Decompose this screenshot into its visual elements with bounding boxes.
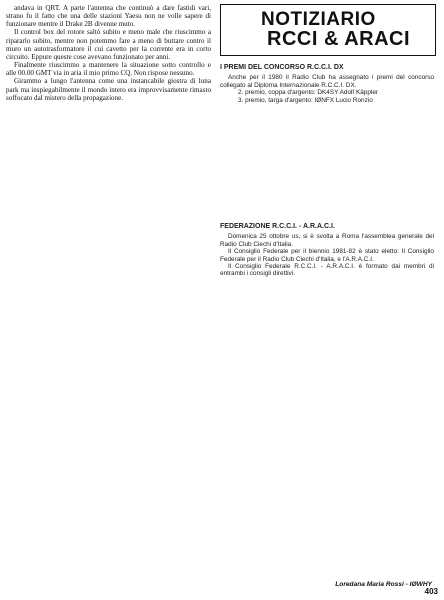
news-header-box (220, 4, 436, 56)
award-item: 3. premio, targa d'argento: IØNFX Lucio Ronzio (238, 96, 373, 104)
section-paragraph: Il Consiglio Federale R.C.C.I. - A.R.A.C.I. è formato dai membri di entrambi i consigli direttivi. (220, 263, 434, 278)
section-paragraph: Domenica 25 ottobre us, si è svolta a Roma l'assemblea generale del Radio Club Ciechi d'Italia. (220, 233, 434, 248)
page-number: 403 (424, 587, 438, 596)
article-paragraph: Girammo a lungo l'antenna come una instancabile giostra di luna park ma inspiegabilmente il mondo intero era improvvisamente rimasto soffocato dal mistero della propagazione. (6, 77, 211, 102)
news-section-awards (220, 64, 434, 218)
section-heading: FEDERAZIONE R.C.C.I. - A.R.A.C.I. (220, 223, 335, 230)
news-title-line1: NOTIZIARIO (261, 9, 376, 30)
news-title-line2: RCCI & ARACI (267, 28, 411, 50)
author-signature: Loredana Maria Rossi - IØWHY (335, 581, 432, 588)
article-left-column (6, 4, 211, 574)
article-paragraph: Finalmente riuscimmo a mantenere la situazione sotto controllo e alle 00.00 GMT via in aria il mio primo CQ. Non rispose nessuno. (6, 61, 211, 78)
news-section-federation (220, 223, 434, 565)
article-paragraph: Il control box del rotore saltò subito e meno male che riuscimmo a ripararlo subito, mentre non potemmo fare a meno di buttare contro il muro un autotrasformatore il cui cavetto per la corrente era in corto circuito. Eppure queste cose avevano funzionato per anni. (6, 28, 211, 61)
section-heading: I PREMI DEL CONCORSO R.C.C.I. DX (220, 64, 344, 71)
section-paragraph: Anche per il 1980 il Radio Club ha assegnato i premi del concorso collegato al Diploma Internazionale R.C.C.I. DX. (220, 74, 434, 89)
news-column (220, 4, 436, 592)
section-paragraph: Il Consiglio Federale per il biennio 1981-82 è stato eletto: Il Consiglio Federale per il Radio Club Ciechi d'Italia, e l'A.R.A.C.I. (220, 248, 434, 263)
award-item: 2. premio, coppa d'argento: DK4SY Adolf Käppler (238, 89, 379, 97)
article-paragraph: andava in QRT. A parte l'antenna che continuò a dare fastidi vari, strano fu il fatto che una delle stazioni Yaesu non ne volle sapere di funzionare mentre il Drake 2B divenne muto. (6, 4, 211, 29)
